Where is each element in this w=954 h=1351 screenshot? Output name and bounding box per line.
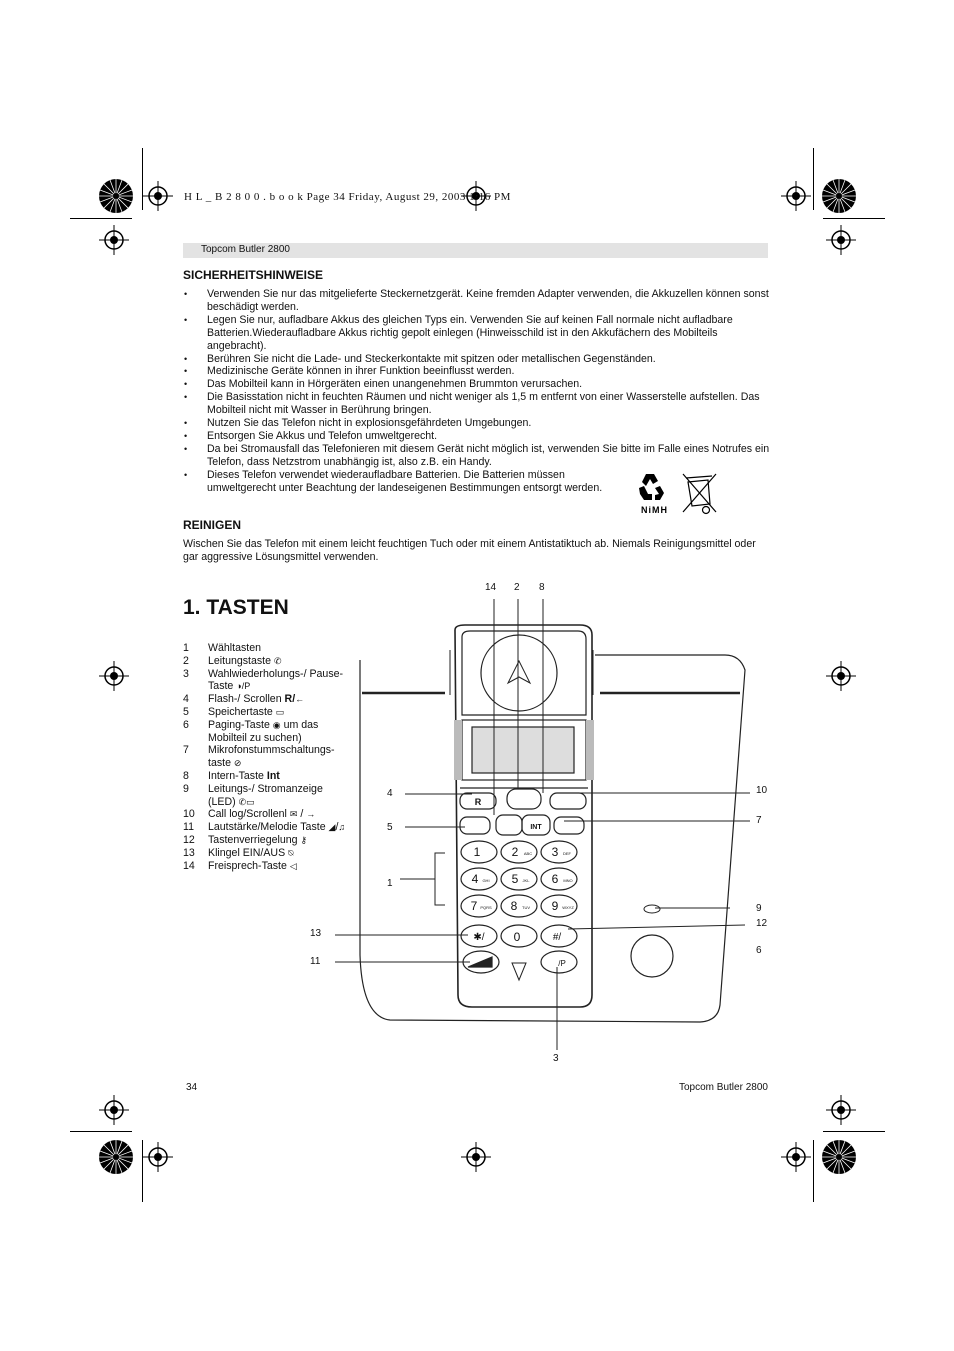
melody-icon: ♫ bbox=[338, 822, 346, 833]
list-item: 10 Call log/Scrollenl ✉ / → bbox=[183, 808, 316, 821]
svg-text:/P: /P bbox=[558, 959, 566, 968]
registration-mark-icon bbox=[99, 225, 129, 255]
redial-icon: ◑/P bbox=[236, 681, 251, 692]
svg-text:PQRS: PQRS bbox=[480, 905, 492, 910]
svg-text:TUV: TUV bbox=[522, 905, 530, 910]
list-item: • Das Mobilteil kann in Hörgeräten einen unangenehmen Brummton verursachen. bbox=[183, 378, 773, 391]
registration-mark-icon bbox=[99, 1095, 129, 1125]
list-item: • Die Basisstation nicht in feuchten Räumen und nicht weniger als 1,5 m entfernt von einer Wasserstelle aufstellen. Das Mobilteil nicht mit Wasser in Berührung bringen. bbox=[183, 391, 773, 417]
list-item: • Da bei Stromausfall das Telefonieren mit diesem Gerät nicht möglich ist, verwenden Sie bitte im Falle eines Notrufes ein Telefon, dass Netzstrom unabhängig ist, also z.B. ein Handy. bbox=[183, 443, 773, 469]
crossed-bin-icon bbox=[683, 474, 716, 514]
list-item: 1 Wähltasten bbox=[183, 642, 261, 654]
callout-7: 7 bbox=[756, 815, 762, 826]
recycle-icon bbox=[639, 474, 664, 500]
phonebook-icon: ▭ bbox=[275, 706, 285, 717]
earpiece-outline bbox=[481, 635, 557, 711]
callout-1: 1 bbox=[387, 878, 393, 889]
cleaning-heading: REINIGEN bbox=[183, 518, 242, 532]
svg-text:2: 2 bbox=[511, 845, 519, 859]
header-title: Topcom Butler 2800 bbox=[201, 244, 290, 255]
footer-title: Topcom Butler 2800 bbox=[679, 1082, 768, 1093]
safety-heading: SICHERHEITSHINWEISE bbox=[183, 268, 324, 282]
svg-text:✱/: ✱/ bbox=[473, 932, 485, 943]
starburst-mark-icon bbox=[822, 1140, 856, 1174]
list-item: 11 Lautstärke/Melodie Taste ◢/♫ bbox=[183, 821, 346, 834]
registration-mark-icon bbox=[461, 1142, 491, 1172]
list-item: 14 Freisprech-Taste ◁ bbox=[183, 859, 297, 872]
registration-mark-icon bbox=[143, 181, 173, 211]
list-item: • Medizinische Geräte können in ihrer Funktion beeinflusst werden. bbox=[183, 365, 773, 378]
registration-mark-icon bbox=[826, 225, 856, 255]
list-item: 9 Leitungs-/ Stromanzeige (LED) ✆▭ bbox=[183, 782, 323, 808]
list-item: 4 Flash-/ Scrollen R/← bbox=[183, 693, 305, 706]
callout-6: 6 bbox=[756, 945, 762, 956]
list-item: • Nutzen Sie das Telefon nicht in explosionsgefährdeten Umgebungen. bbox=[183, 417, 773, 430]
callout-5: 5 bbox=[387, 822, 393, 833]
svg-text:R: R bbox=[474, 797, 482, 807]
svg-text:0: 0 bbox=[513, 930, 521, 944]
list-item: 7 Mikrofonstummschaltungs- taste ⊘ bbox=[183, 744, 335, 770]
svg-text:DEF: DEF bbox=[563, 851, 571, 856]
svg-text:8: 8 bbox=[510, 899, 518, 913]
cleaning-text: Wischen Sie das Telefon mit einem leicht feuchtigen Tuch oder mit einem Antistatiktuch ab. Niemals Reinigungsmittel oder gar aggressive Lösungsmittel verwenden. bbox=[183, 538, 756, 563]
speaker-icon: ◁ bbox=[289, 860, 297, 871]
base-station-outline bbox=[360, 655, 745, 1022]
svg-text:ABC: ABC bbox=[523, 851, 533, 856]
list-item: • Legen Sie nur, aufladbare Akkus des gleichen Typs ein. Verwenden Sie auf keinen Fall normale nicht aufladbare Batterien.Wiederaufladbare Akkus richtig gepolt einlegen (Hinweisschild ist in den Akkufächern des Mobilteils angebracht). bbox=[183, 314, 773, 353]
list-item: • Entsorgen Sie Akkus und Telefon umweltgerecht. bbox=[183, 430, 773, 443]
volume-icon: ◢ bbox=[328, 822, 336, 833]
mute-icon: ⊘ bbox=[233, 758, 242, 769]
callout-14: 14 bbox=[485, 582, 497, 593]
registration-mark-icon bbox=[99, 661, 129, 691]
registration-mark-icon bbox=[781, 1142, 811, 1172]
bell-off-icon: ⍉ bbox=[288, 847, 294, 858]
list-item: 2 Leitungstaste ✆ bbox=[183, 654, 282, 667]
safety-list bbox=[183, 288, 773, 495]
callout-4: 4 bbox=[387, 788, 393, 799]
registration-mark-icon bbox=[826, 1095, 856, 1125]
handset-icon: ✆ bbox=[273, 655, 282, 666]
list-item: 5 Speichertaste ▭ bbox=[183, 705, 285, 718]
svg-text:WXYZ: WXYZ bbox=[562, 905, 574, 910]
keypad-outline bbox=[461, 841, 577, 973]
svg-text:1: 1 bbox=[473, 845, 481, 859]
starburst-mark-icon bbox=[99, 179, 133, 213]
page-number: 34 bbox=[186, 1082, 198, 1093]
keys-heading: 1. TASTEN bbox=[183, 596, 289, 619]
led-icon: ✆▭ bbox=[238, 796, 255, 807]
callout-2: 2 bbox=[514, 582, 520, 593]
list-item: • Verwenden Sie nur das mitgelieferte Steckernetzgerät. Keine fremden Adapter verwenden, die Akkuzellen können sonst beschädigt werden. bbox=[183, 288, 773, 314]
svg-text:5: 5 bbox=[511, 872, 519, 886]
svg-text:GHI: GHI bbox=[482, 878, 490, 883]
registration-mark-icon bbox=[826, 661, 856, 691]
list-item: • Dieses Telefon verwendet wiederaufladbare Batterien. Die Batterien müssen umweltgerecht unter Beachtung der landeseigenen Bestimmungen entsorgt werden. bbox=[183, 469, 622, 495]
svg-text:JKL: JKL bbox=[522, 878, 530, 883]
list-item: 12 Tastenverriegelung ⚷ bbox=[183, 833, 308, 846]
registration-mark-icon bbox=[781, 181, 811, 211]
list-item: 3 Wahlwiederholungs-/ Pause-Taste ◑/P bbox=[183, 667, 344, 693]
svg-text:7: 7 bbox=[470, 899, 478, 913]
envelope-icon: ✉ bbox=[289, 809, 298, 820]
svg-text:4: 4 bbox=[471, 872, 479, 886]
callout-10: 10 bbox=[756, 785, 768, 796]
list-item: 13 Klingel EIN/AUS ⍉ bbox=[183, 846, 294, 859]
list-item: 8 Intern-Taste Int bbox=[183, 769, 280, 782]
svg-text:MNO: MNO bbox=[563, 878, 573, 883]
callout-13: 13 bbox=[310, 928, 322, 939]
svg-text:6: 6 bbox=[551, 872, 559, 886]
paging-icon: ◉ bbox=[272, 719, 281, 730]
nimh-label: NiMH bbox=[641, 505, 668, 515]
disposal-icons bbox=[636, 470, 722, 522]
handset-outline bbox=[455, 625, 592, 1007]
starburst-mark-icon bbox=[99, 1140, 133, 1174]
svg-text:3: 3 bbox=[551, 845, 559, 859]
starburst-mark-icon bbox=[822, 179, 856, 213]
phone-illustration bbox=[300, 575, 790, 1065]
svg-text:9: 9 bbox=[551, 899, 559, 913]
callout-9: 9 bbox=[756, 903, 762, 914]
callout-11: 11 bbox=[310, 956, 321, 967]
callout-3: 3 bbox=[553, 1053, 559, 1064]
key-icon: ⚷ bbox=[300, 834, 308, 845]
svg-text:#/: #/ bbox=[552, 932, 562, 943]
callout-8: 8 bbox=[539, 582, 545, 593]
book-slug-line: H L _ B 2 8 0 0 . b o o k Page 34 Friday, August 29, 2003 1:16 PM bbox=[184, 191, 511, 203]
arrow-left-icon: ← bbox=[295, 694, 305, 705]
list-item: 6 Paging-Taste ◉ um das Mobilteil zu suchen) bbox=[183, 718, 319, 744]
paging-button-outline bbox=[631, 935, 673, 977]
registration-mark-icon bbox=[143, 1142, 173, 1172]
running-header bbox=[183, 243, 768, 258]
callout-12: 12 bbox=[756, 918, 768, 929]
svg-text:INT: INT bbox=[530, 824, 542, 831]
arrow-right-icon: → bbox=[306, 809, 316, 820]
list-item: • Berühren Sie nicht die Lade- und Steckerkontakte mit spitzen oder metallischen Gegenständen. bbox=[183, 353, 773, 366]
